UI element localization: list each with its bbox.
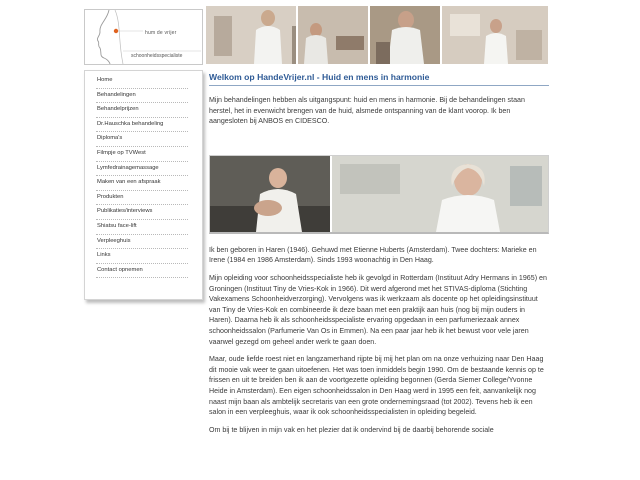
sidebar-item-links[interactable]: Links: [96, 249, 188, 264]
header-photo-collage: [206, 6, 548, 64]
sidebar-item-verpleeghuis[interactable]: Verpleeghuis: [96, 235, 188, 250]
main-content: [209, 70, 549, 435]
sidebar-item-lymfedrainage[interactable]: Lymfedrainagemassage: [96, 162, 188, 177]
header-photo-icon: [206, 6, 548, 64]
treatment-photo-icon: [210, 156, 548, 232]
header-photo-divider: [368, 6, 370, 64]
sidebar-nav: [84, 70, 203, 300]
site-logo[interactable]: [84, 9, 203, 65]
sidebar-item-afspraak[interactable]: Maken van een afspraak: [96, 176, 188, 191]
career-paragraph: Maar, oude liefde roest niet en langzamerhand rijpte bij mij het plan om na onze verhuizing naar Den Haag dit mooie vak weer te gaan uitoefenen. Het was toen inmiddels begin 1990. Om de bestaande kennis op te frissen en uit te breiden ben ik aan de voortgezette opleiding begonnen (Gerda Siemer College/Yvonne Heide in Amsterdam). Een eigen schoonheidssalon in Den Haag werd in 1995 een feit, aanvankelijk nog naast mijn baan als ambtelijk secretaris van een grote ondernemingsraad (tot 2002). Tevens heb ik een salon in een verpleeghuis, waar ik ook schoonheidsspecialisten in opleiding begeleid.: [209, 355, 544, 417]
sidebar-item-filmpje[interactable]: Filmpje op TVWest: [96, 147, 188, 162]
sidebar-item-home[interactable]: Home: [96, 74, 188, 89]
education-paragraph: Mijn opleiding voor schoonheidsspecialiste heb ik gevolgd in Rotterdam (Instituut Adry Hermans in 1965) en Groningen (Instituut Tiny de Vries-Kok in 1966). Dit werd afgerond met het STIVAS-diploma (Stichting Vakexamens Schoonheidverzorging). Vervolgens was ik werkzaam als docente op het opleidingsinstituut van Tiny de Vries-Kok en combineerde ik deze baan met een praktijk aan huis (nog bij mijn ouders in Haren). Daarna heb ik als schoonheidsspecialiste ervaring opgedaan in een parfumeriezaak annex schoonheidssalon (Parfumerie Van Os in Emmen). Na een paar jaar heb ik het bewust voor vele jaren vaarwel gezegd om geheel ander werk te gaan doen.: [209, 273, 547, 346]
sidebar-item-behandelprijzen[interactable]: Behandelprijzen: [96, 103, 188, 118]
sidebar-item-behandelingen[interactable]: Behandelingen: [96, 89, 188, 104]
page-title: Welkom op HandeVrijer.nl - Huid en mens in harmonie: [209, 72, 549, 86]
photo-band: [209, 155, 549, 234]
sidebar-item-contact[interactable]: Contact opnemen: [96, 264, 188, 279]
sidebar-item-publikaties[interactable]: Publikaties/interviews: [96, 205, 188, 220]
header-photo-divider: [296, 6, 298, 64]
intro-paragraph: Mijn behandelingen hebben als uitgangspunt: huid en mens in harmonie. Bij de behandelingen staan herstel, het in evenwicht brengen van de huid, alsmede ontspanning van de klant voorop. Ik ben aangesloten bij ANBOS en CIDESCO.: [209, 96, 525, 126]
closing-paragraph: Om bij te blijven in mijn vak en het plezier dat ik ondervind bij de daarbij behorende sociale: [209, 425, 494, 434]
sidebar-item-dr-hauschka[interactable]: Dr.Hauschka behandeling: [96, 118, 188, 133]
logo-tagline: schoonheidsspecialiste: [131, 53, 183, 59]
logo-name: hum de vrijer: [145, 30, 177, 36]
bio-paragraph: Ik ben geboren in Haren (1946). Gehuwd met Etienne Huberts (Amsterdam). Twee dochters: Marieke en Irene (1984 en 1986 Amsterdam). Sinds 1993 woonachtig in Den Haag.: [209, 245, 537, 265]
header-photo-divider: [440, 6, 442, 64]
sidebar-item-produkten[interactable]: Produkten: [96, 191, 188, 206]
sidebar-item-shiatsu[interactable]: Shiatsu face-lift: [96, 220, 188, 235]
sidebar-item-diplomas[interactable]: Diploma's: [96, 132, 188, 147]
